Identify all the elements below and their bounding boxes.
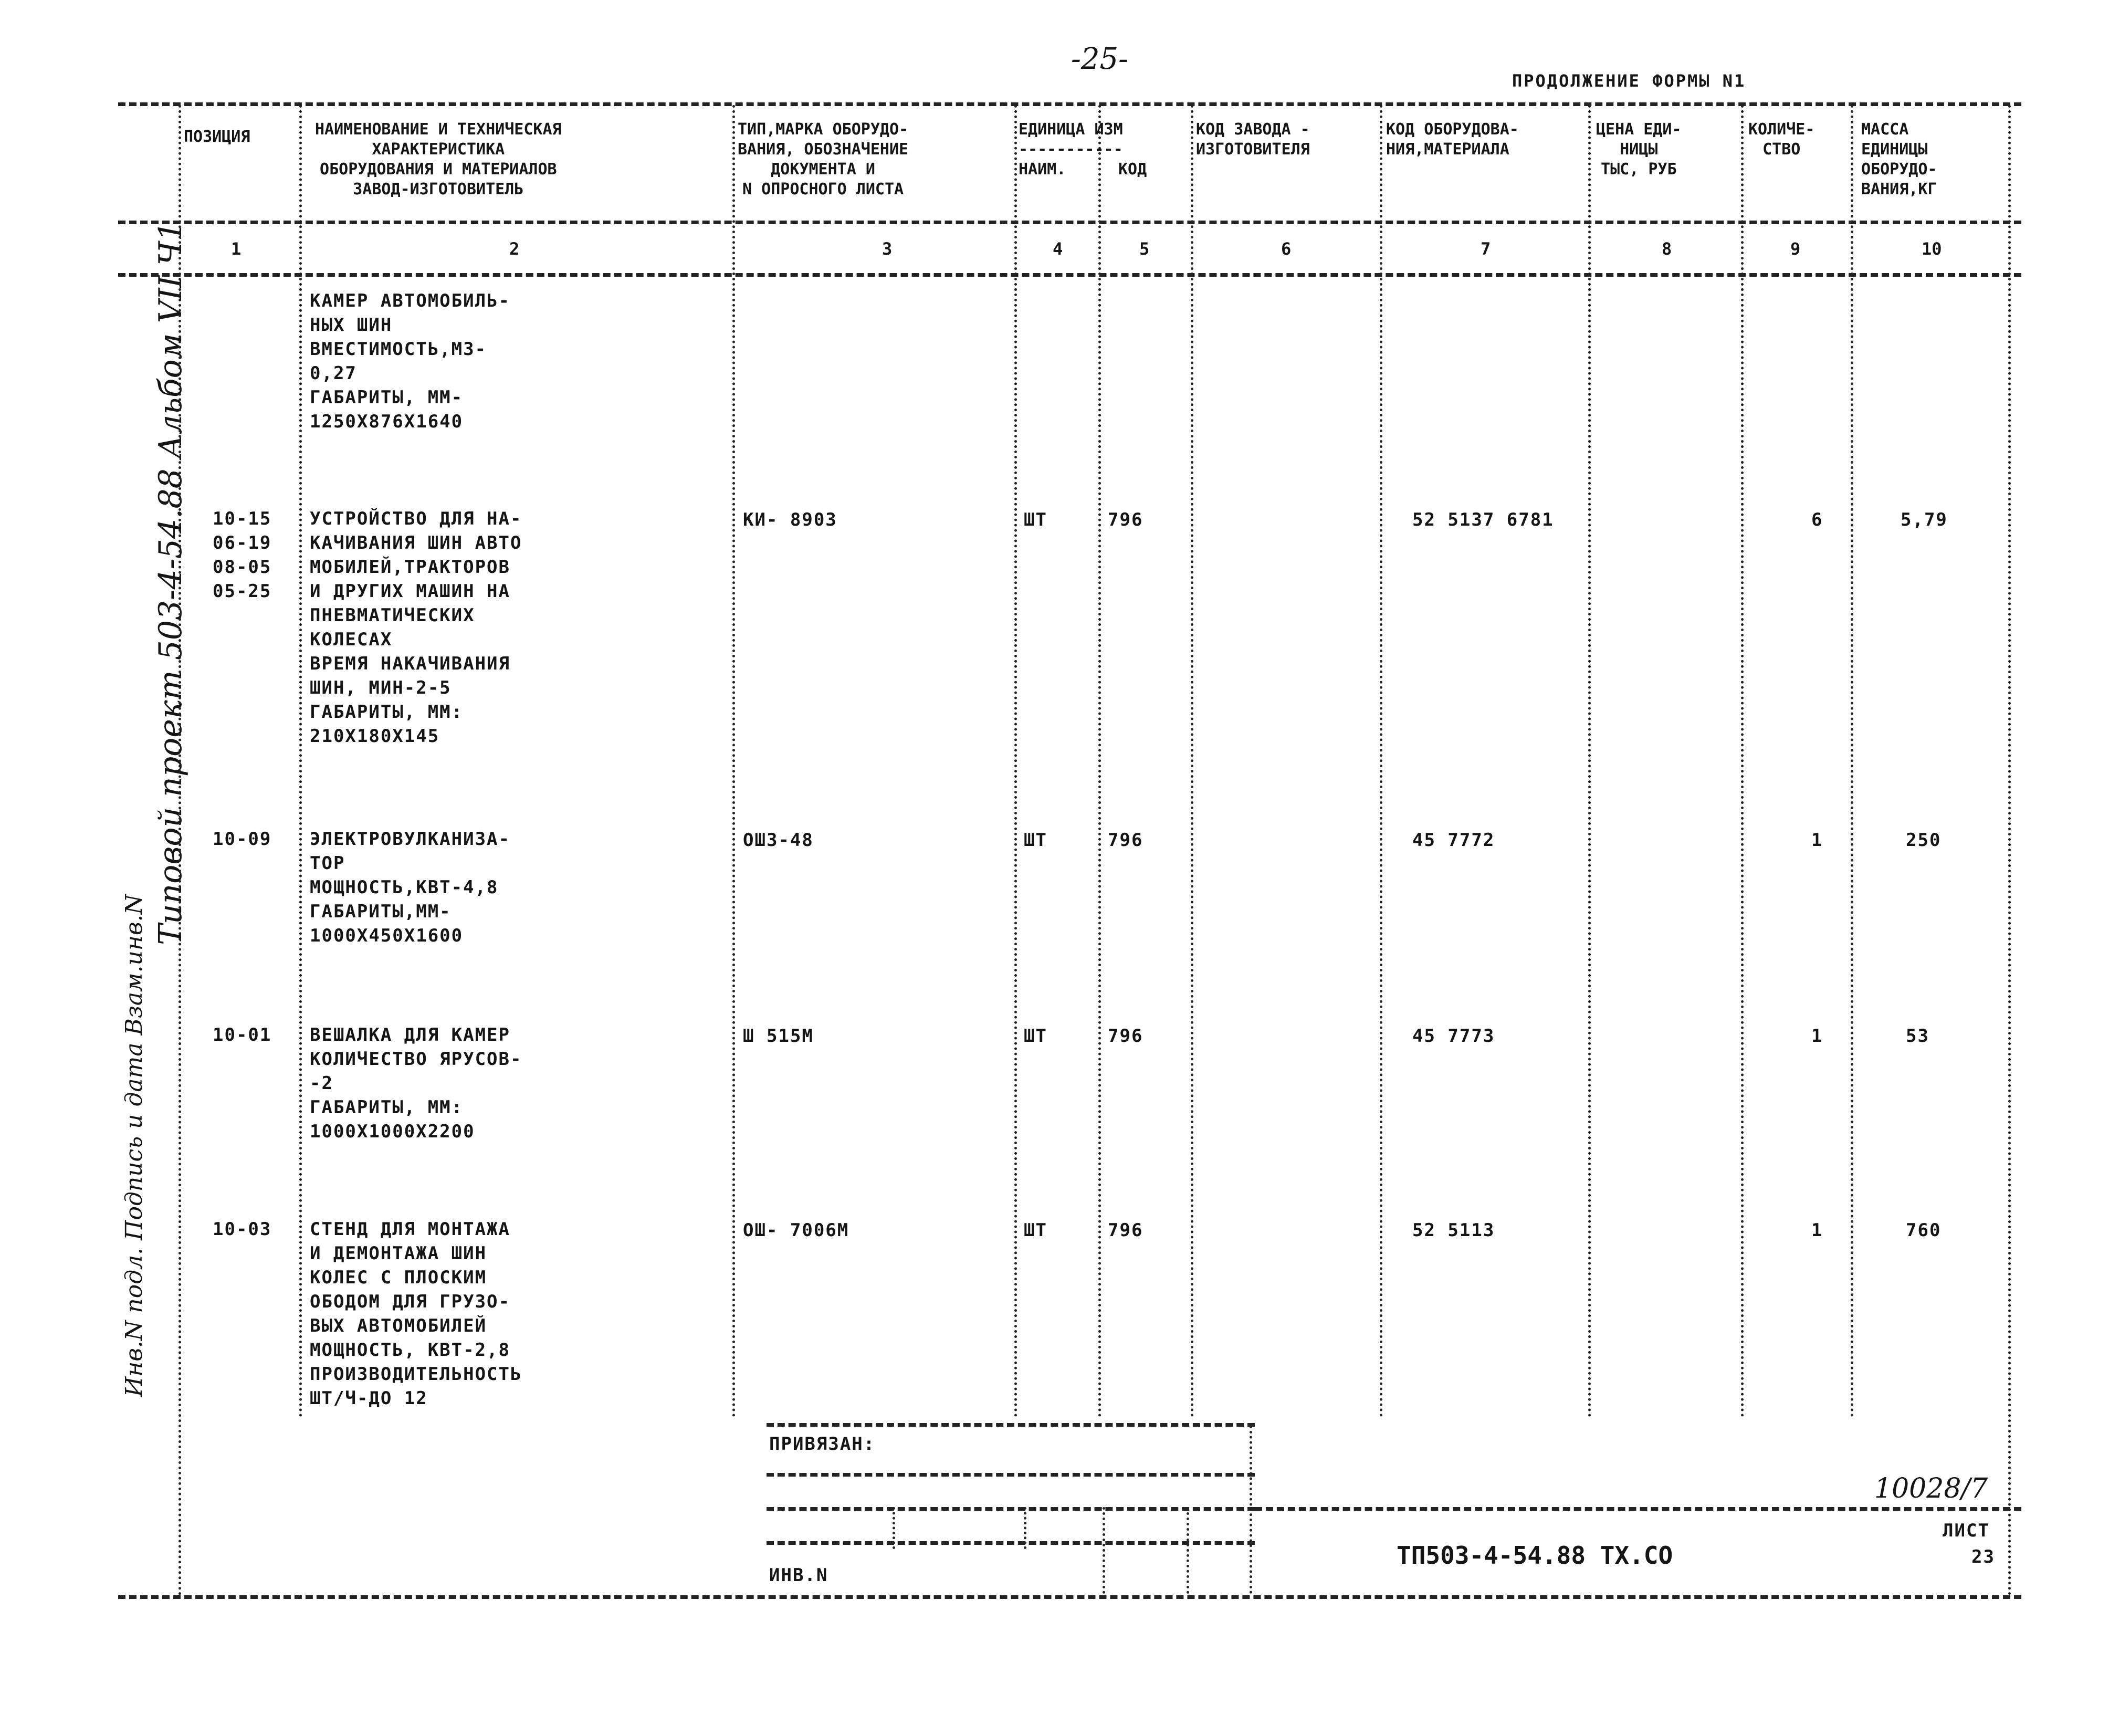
side-stamp: Инв.N подл. Подпись и дата Взам.инв.N (121, 894, 148, 1397)
sheet-label: ЛИСТ (1943, 1520, 1990, 1541)
row-code: 796 (1108, 509, 1143, 530)
row-unit: ШТ (1024, 830, 1047, 851)
row-name: ЭЛЕКТРОВУЛКАНИЗА- ТОР МОЩНОСТЬ,КВТ-4,8 ГАБАРИТЫ,ММ- 1000X450X1600 (310, 829, 510, 946)
row-position: 10-15 06-19 08-05 05-25 (213, 508, 272, 602)
col-header-5: КОД (1118, 160, 1147, 179)
drawing-code: ТП503-4-54.88 ТХ.СО (1397, 1541, 1673, 1570)
row-quantity: 1 (1811, 1026, 1823, 1047)
sheet-number: 23 (1971, 1546, 1995, 1567)
row-unit: ШТ (1024, 1026, 1047, 1047)
col-num-10: 10 (1922, 239, 1942, 259)
col-header-2: НАИМЕНОВАНИЕ И ТЕХНИЧЕСКАЯ ХАРАКТЕРИСТИКА ОБОРУДОВАНИЯ И МАТЕРИАЛОВ ЗАВОД-ИЗГОТОВИТЕЛЬ (315, 120, 562, 198)
row-mass: 760 (1906, 1220, 1942, 1241)
row-type: КИ- 8903 (743, 509, 837, 530)
row-equipment-code: 45 7773 (1412, 1026, 1495, 1047)
col-num-8: 8 (1662, 239, 1672, 259)
row-position: 10-09 (213, 829, 272, 850)
row-name: ВЕШАЛКА ДЛЯ КАМЕР КОЛИЧЕСТВО ЯРУСОВ- -2 ГАБАРИТЫ, ММ: 1000X1000X2200 (310, 1024, 522, 1142)
col-num-2: 2 (509, 239, 520, 259)
row-mass: 250 (1906, 830, 1942, 851)
row-mass: 5,79 (1901, 509, 1948, 530)
col-num-4: 4 (1053, 239, 1063, 259)
row-type: ОШ- 7006М (743, 1220, 849, 1241)
row-code: 796 (1108, 1220, 1143, 1241)
row-unit: ШТ (1024, 509, 1047, 530)
col-header-7: КОД ОБОРУДОВА- НИЯ,МАТЕРИАЛА (1386, 120, 1519, 159)
side-label: Типовой проект 503-4-54.88 Альбом VII Ч1 (152, 221, 189, 945)
col-header-6: КОД ЗАВОДА - ИЗГОТОВИТЕЛЯ (1196, 120, 1310, 159)
stamp-inv-number: ИНВ.N (769, 1565, 828, 1586)
col-header-4: ЕДИНИЦА ИЗМ ----------- НАИМ. (1019, 120, 1123, 179)
col-header-10: МАССА ЕДИНИЦЫ ОБОРУДО- ВАНИЯ,КГ (1861, 120, 1937, 198)
row-type: Ш 515М (743, 1026, 814, 1047)
continuation-note: ПРОДОЛЖЕНИЕ ФОРМЫ N1 (1512, 71, 1746, 91)
row-code: 796 (1108, 830, 1143, 851)
page-number: -25- (1071, 42, 1129, 76)
col-num-9: 9 (1790, 239, 1801, 259)
row-code: 796 (1108, 1026, 1143, 1047)
row-position: 10-03 (213, 1219, 272, 1240)
row-quantity: 1 (1811, 1220, 1823, 1241)
row-equipment-code: 45 7772 (1412, 830, 1495, 851)
col-num-6: 6 (1281, 239, 1292, 259)
stamp-privyazan: ПРИВЯЗАН: (769, 1434, 876, 1455)
handwritten-number: 10028/7 (1874, 1473, 1988, 1504)
row-quantity: 6 (1811, 509, 1823, 530)
row-position: 10-01 (213, 1024, 272, 1045)
row-name: УСТРОЙСТВО ДЛЯ НА- КАЧИВАНИЯ ШИН АВТО МОБИЛЕЙ,ТРАКТОРОВ И ДРУГИХ МАШИН НА ПНЕВМАТИЧЕСКИХ КОЛЕСАХ ВРЕМЯ НАКАЧИВАНИЯ ШИН, МИН-2-5 ГАБАРИТЫ, ММ: 210X180X145 (310, 508, 522, 747)
row-unit: ШТ (1024, 1220, 1047, 1241)
col-num-7: 7 (1481, 239, 1491, 259)
col-header-1: ПОЗИЦИЯ (184, 128, 250, 146)
row-equipment-code: 52 5137 6781 (1412, 509, 1554, 530)
row-mass: 53 (1906, 1026, 1929, 1047)
col-header-8: ЦЕНА ЕДИ- НИЦЫ ТЫС, РУБ (1596, 120, 1682, 179)
col-num-1: 1 (231, 239, 242, 259)
row-name: СТЕНД ДЛЯ МОНТАЖА И ДЕМОНТАЖА ШИН КОЛЕС С ПЛОСКИМ ОБОДОМ ДЛЯ ГРУЗО- ВЫХ АВТОМОБИЛЕЙ МОЩНОСТЬ, КВТ-2,8 ПРОИЗВОДИТЕЛЬНОСТЬ ШТ/Ч-ДО 12 (310, 1219, 522, 1409)
row-type: ОШЗ-48 (743, 830, 814, 851)
row-equipment-code: 52 5113 (1412, 1220, 1495, 1241)
row-quantity: 1 (1811, 830, 1823, 851)
col-num-5: 5 (1139, 239, 1150, 259)
col-header-3: ТИП,МАРКА ОБОРУДО- ВАНИЯ, ОБОЗНАЧЕНИЕ ДОКУМЕНТА И N ОПРОСНОГО ЛИСТА (738, 120, 909, 198)
col-header-9: КОЛИЧЕ- СТВО (1748, 120, 1815, 159)
col-num-3: 3 (882, 239, 893, 259)
row-name: КАМЕР АВТОМОБИЛЬ- НЫХ ШИН ВМЕСТИМОСТЬ,М3- 0,27 ГАБАРИТЫ, ММ- 1250X876X1640 (310, 290, 510, 432)
